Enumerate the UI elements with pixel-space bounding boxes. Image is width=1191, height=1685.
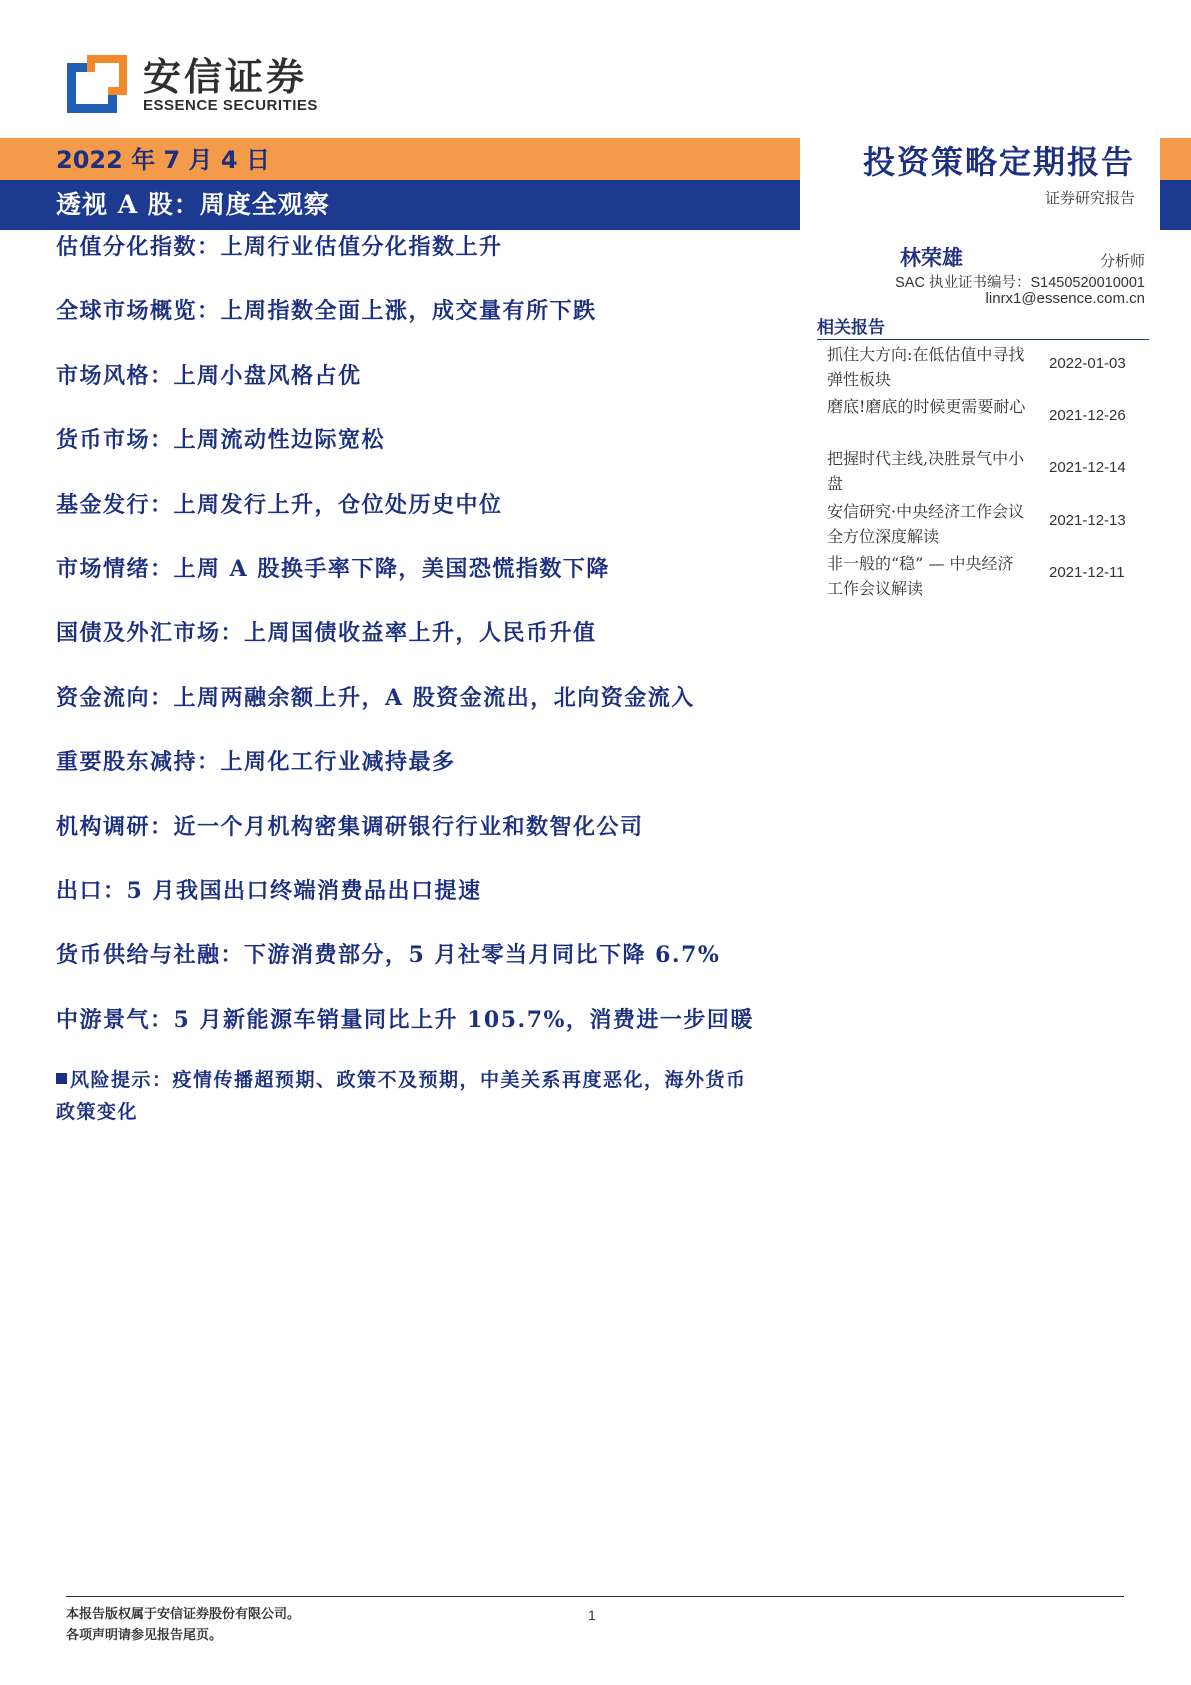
related-reports-title: 相关报告	[817, 318, 885, 338]
related-report-date: 2022-01-03	[1049, 355, 1126, 372]
headline-item: 市场风格：上周小盘风格占优	[56, 362, 362, 389]
headline-item: 市场情绪：上周 A 股换手率下降，美国恐慌指数下降	[56, 555, 610, 582]
headline-item: 中游景气：5 月新能源车销量同比上升 105.7%，消费进一步回暖	[56, 1006, 754, 1033]
related-report-title: 抓住大方向:在低估值中寻找弹性板块	[827, 345, 1025, 389]
related-report-date: 2021-12-26	[1049, 407, 1126, 425]
headline-item: 机构调研：近一个月机构密集调研银行行业和数智化公司	[56, 813, 644, 840]
headline-item: 国债及外汇市场：上周国债收益率上升，人民币升值	[56, 620, 597, 647]
risk-text: 风险提示：疫情传播超预期、政策不及预期，中美关系再度恶化，海外货币政策变化	[56, 1069, 747, 1123]
headline-item: 重要股东减持：上周化工行业减持最多	[56, 749, 456, 776]
page-number: 1	[588, 1607, 596, 1623]
brand-name-en: ESSENCE SECURITIES	[143, 97, 318, 114]
footer-copyright: 本报告版权属于安信证券股份有限公司。	[66, 1607, 301, 1622]
footer-divider	[66, 1596, 1124, 1597]
related-report-title: 把握时代主线,决胜景气中小盘	[827, 449, 1025, 494]
risk-warning	[56, 1064, 756, 1128]
analyst-role: 分析师	[1099, 252, 1145, 270]
right-accent-orange	[1160, 138, 1191, 180]
related-report-date: 2021-12-11	[1049, 563, 1125, 581]
related-report-title: 安信研究·中央经济工作会议全方位深度解读	[827, 501, 1025, 546]
report-title: 透视 A 股：周度全观察	[56, 190, 330, 219]
report-date: 2022 年 7 月 4 日	[56, 146, 270, 174]
footer-notice: 各项声明请参见报告尾页。	[66, 1628, 223, 1643]
headline-item: 出口：5 月我国出口终端消费品出口提速	[56, 877, 482, 904]
related-report-item[interactable]	[827, 551, 1149, 603]
related-report-date: 2021-12-14	[1049, 459, 1126, 477]
bullet-square-icon	[56, 1073, 67, 1084]
related-report-date: 2021-12-13	[1049, 511, 1126, 529]
headline-item: 资金流向：上周两融余额上升，A 股资金流出，北向资金流入	[56, 684, 695, 711]
headline-item: 估值分化指数：上周行业估值分化指数上升	[56, 234, 503, 260]
related-report-title: 非一般的“稳” — 中央经济工作会议解读	[827, 553, 1014, 598]
related-divider	[817, 339, 1149, 340]
headline-item: 基金发行：上周发行上升，仓位处历史中位	[56, 491, 503, 518]
related-report-title: 磨底!磨底的时候更需要耐心	[827, 397, 1026, 417]
headline-item: 全球市场概览：上周指数全面上涨，成交量有所下跌	[56, 298, 597, 325]
related-reports-list	[827, 342, 1149, 603]
related-report-item[interactable]	[827, 446, 1149, 498]
headline-item: 货币供给与社融：下游消费部分，5 月社零当月同比下降 6.7%	[56, 942, 721, 969]
analyst-email[interactable]: linrx1@essence.com.cn	[985, 290, 1145, 307]
related-report-item[interactable]	[827, 342, 1149, 394]
related-report-item[interactable]	[827, 394, 1149, 446]
brand-name-cn: 安信证券	[143, 55, 308, 99]
headline-item: 货币市场：上周流动性边际宽松	[56, 427, 386, 454]
footer-disclaimer	[66, 1604, 300, 1646]
related-report-item[interactable]	[827, 499, 1149, 551]
right-accent-blue	[1160, 180, 1191, 230]
headline-list	[56, 230, 776, 1067]
report-type: 投资策略定期报告	[862, 143, 1135, 181]
analyst-name: 林荣雄	[900, 245, 963, 270]
analyst-cert: SAC 执业证书编号：S1450520010001	[895, 275, 1145, 291]
brand-logo-icon	[67, 55, 127, 115]
report-subtype: 证券研究报告	[1044, 189, 1135, 207]
